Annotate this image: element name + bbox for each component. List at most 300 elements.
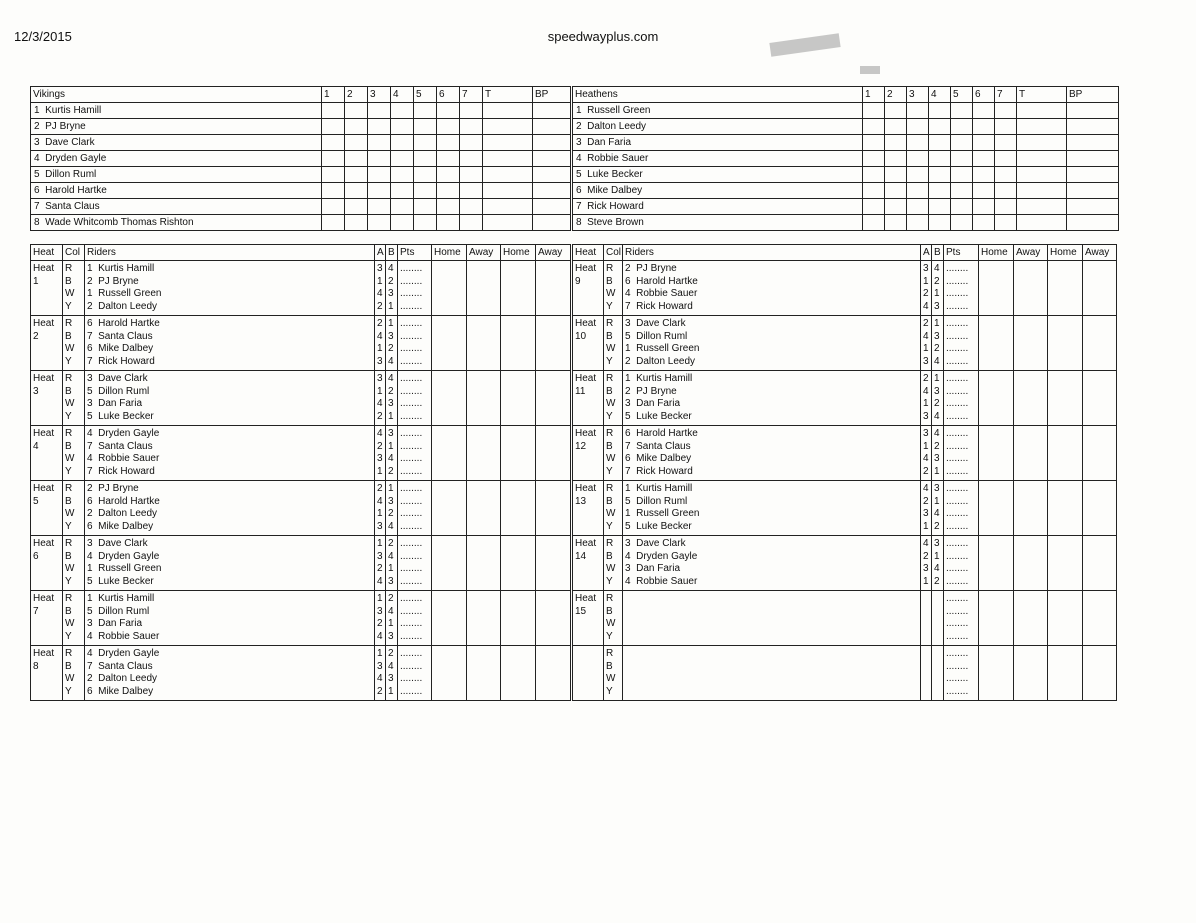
score-cell — [885, 135, 907, 151]
gate-b-value: 1 — [934, 465, 940, 477]
away-score-2 — [1083, 261, 1117, 316]
points-blank: ........ — [946, 373, 969, 384]
heat-col-header-home1: Home — [979, 245, 1014, 261]
home-score-1 — [979, 646, 1014, 701]
heat-label — [31, 316, 63, 371]
heat-number: 3 — [33, 385, 39, 397]
roster-header-row — [573, 87, 1119, 103]
heat-rider: 7 Santa Claus — [87, 440, 153, 452]
away-score-2 — [1083, 536, 1117, 591]
home-score-2 — [501, 481, 536, 536]
score-cell — [907, 103, 929, 119]
heat-word: Heat — [575, 428, 597, 439]
points-blank: ........ — [946, 300, 969, 312]
score-cell — [973, 215, 995, 231]
heat-number: 4 — [33, 440, 39, 452]
gate-b-value: 4 — [934, 428, 940, 439]
score-cell — [973, 199, 995, 215]
rider-entry — [573, 135, 863, 151]
heat-rider: 7 Santa Claus — [87, 330, 153, 342]
score-cell — [533, 167, 571, 183]
score-cell — [1017, 215, 1067, 231]
points-blank: ........ — [946, 618, 969, 630]
gate-colors — [604, 481, 623, 536]
heat-number: 14 — [575, 550, 587, 562]
score-cell — [391, 103, 414, 119]
roster-col-header: T — [1017, 87, 1067, 103]
gate-color: B — [606, 330, 613, 342]
score-cell — [345, 151, 368, 167]
gate-a-value: 4 — [923, 483, 929, 494]
score-cell — [391, 119, 414, 135]
score-cell — [391, 167, 414, 183]
gate-color: B — [606, 660, 613, 672]
score-cell — [460, 103, 483, 119]
points-blank: ........ — [946, 465, 969, 477]
gate-a-value: 4 — [377, 575, 383, 587]
heat-riders — [623, 591, 921, 646]
gate-a-value: 2 — [923, 465, 929, 477]
points-blank: ........ — [946, 398, 969, 410]
heat-rider — [625, 618, 919, 631]
gate-b-value: 3 — [388, 428, 394, 439]
gate-a-value — [923, 593, 930, 606]
points-cell — [398, 426, 432, 481]
score-cell — [391, 215, 414, 231]
heat-block — [573, 481, 1117, 536]
score-cell — [483, 183, 533, 199]
home-score-1 — [979, 591, 1014, 646]
gate-b — [932, 316, 944, 371]
gate-a — [921, 646, 932, 701]
site-name: speedwayplus.com — [547, 29, 659, 44]
gate-b-value: 1 — [388, 318, 394, 329]
score-cell — [368, 151, 391, 167]
heat-rider: 5 Dillon Ruml — [625, 495, 688, 507]
score-cell — [437, 167, 460, 183]
gate-b-value: 3 — [388, 330, 394, 342]
heat-col-header-col: Col — [63, 245, 85, 261]
score-cell — [863, 135, 885, 151]
gate-colors — [604, 261, 623, 316]
heat-word: Heat — [575, 483, 597, 494]
rider-entry — [31, 119, 322, 135]
gate-color: Y — [606, 465, 613, 477]
gate-a-value: 3 — [377, 355, 383, 367]
roster-row — [31, 103, 571, 119]
heat-col-header-riders: Riders — [85, 245, 375, 261]
score-cell — [995, 183, 1017, 199]
gate-b — [386, 481, 398, 536]
heat-word: Heat — [33, 373, 55, 384]
team-name: Heathens — [573, 87, 863, 103]
points-blank: ........ — [946, 318, 969, 329]
heat-rider: 6 Harold Hartke — [87, 318, 160, 329]
score-cell — [1067, 199, 1119, 215]
heat-word: Heat — [575, 593, 597, 604]
score-cell — [414, 119, 437, 135]
heat-rider: 6 Harold Hartke — [625, 428, 698, 439]
points-blank: ........ — [400, 373, 423, 384]
gate-b-value: 2 — [934, 398, 940, 410]
score-cell — [391, 183, 414, 199]
points-blank: ........ — [946, 508, 969, 520]
gate-color: R — [65, 538, 73, 549]
rider-number: 6 — [576, 185, 582, 196]
heat-col-header-b: B — [932, 245, 944, 261]
home-score-1 — [432, 371, 467, 426]
heat-word: Heat — [33, 483, 55, 494]
gate-a-value: 3 — [377, 453, 383, 465]
points-cell — [944, 426, 979, 481]
roster-row — [31, 183, 571, 199]
gate-a-value: 3 — [377, 550, 383, 562]
roster-row — [573, 151, 1119, 167]
heat-number: 1 — [33, 275, 39, 287]
gate-b — [386, 261, 398, 316]
roster-row — [31, 215, 571, 231]
gate-a-value — [923, 686, 930, 699]
gate-a-value: 2 — [923, 318, 929, 329]
gate-colors — [604, 646, 623, 701]
heat-rider: 1 Kurtis Hamill — [87, 263, 155, 274]
points-blank: ........ — [946, 550, 969, 562]
gate-a — [375, 646, 386, 701]
gate-a — [921, 481, 932, 536]
points-blank: ........ — [400, 520, 423, 532]
points-blank: ........ — [400, 575, 423, 587]
roster-row — [573, 119, 1119, 135]
roster-col-header: 7 — [995, 87, 1017, 103]
gate-b-value — [934, 631, 942, 644]
gate-a-value: 1 — [923, 520, 929, 532]
away-score-1 — [1014, 261, 1048, 316]
heat-col-header-away2: Away — [1083, 245, 1117, 261]
home-score-2 — [1048, 316, 1083, 371]
gate-a — [921, 591, 932, 646]
gate-a-value — [923, 618, 930, 631]
score-cell — [885, 103, 907, 119]
points-blank: ........ — [946, 410, 969, 422]
heat-rider: 3 Dan Faria — [625, 398, 681, 410]
heat-riders — [623, 536, 921, 591]
gate-color: R — [65, 483, 73, 494]
heat-rider: 4 Robbie Sauer — [87, 630, 160, 642]
heat-rider: 4 Robbie Sauer — [87, 453, 160, 465]
rider-name: Rick Howard — [587, 201, 644, 212]
score-cell — [973, 103, 995, 119]
home-score-1 — [432, 481, 467, 536]
score-cell — [533, 215, 571, 231]
gate-a-value: 4 — [377, 428, 383, 439]
score-cell — [414, 215, 437, 231]
points-blank: ........ — [400, 550, 423, 562]
away-score-2 — [536, 646, 571, 701]
heat-rider: 7 Rick Howard — [625, 300, 693, 312]
gate-color: W — [606, 563, 616, 575]
heat-col-header-home1: Home — [432, 245, 467, 261]
away-score-2 — [1083, 371, 1117, 426]
home-score-2 — [501, 316, 536, 371]
gate-b-value: 2 — [934, 440, 940, 452]
heat-rider: 4 Dryden Gayle — [87, 428, 160, 439]
gate-a-value: 1 — [923, 275, 929, 287]
gate-b-value: 3 — [934, 538, 940, 549]
heat-block — [573, 646, 1117, 701]
gate-b-value: 4 — [388, 263, 394, 274]
score-cell — [533, 151, 571, 167]
points-blank: ........ — [946, 288, 969, 300]
heat-rider — [625, 606, 919, 619]
gate-a-value: 3 — [377, 605, 383, 617]
score-cell — [995, 119, 1017, 135]
home-score-2 — [1048, 261, 1083, 316]
heat-rider: 2 PJ Bryne — [87, 275, 139, 287]
score-cell — [483, 151, 533, 167]
gate-b-value — [934, 686, 942, 699]
score-cell — [863, 119, 885, 135]
rider-entry — [31, 183, 322, 199]
gate-b-value: 2 — [388, 508, 394, 520]
gate-b-value: 2 — [934, 343, 940, 355]
score-cell — [368, 103, 391, 119]
gate-b-value: 1 — [388, 440, 394, 452]
points-blank: ........ — [400, 508, 423, 520]
gate-b-value: 4 — [388, 373, 394, 384]
points-blank: ........ — [946, 355, 969, 367]
rider-entry — [31, 215, 322, 231]
score-cell — [483, 167, 533, 183]
gate-colors — [604, 316, 623, 371]
away-score-1 — [467, 426, 501, 481]
gate-b-value: 3 — [388, 673, 394, 685]
heat-label — [573, 646, 604, 701]
gate-b — [932, 646, 944, 701]
points-blank: ........ — [946, 563, 969, 575]
gate-color: W — [65, 288, 75, 300]
away-score-2 — [1083, 481, 1117, 536]
heat-rider: 1 Russell Green — [625, 508, 700, 520]
gate-b-value: 1 — [388, 483, 394, 494]
heat-word: Heat — [33, 263, 55, 274]
score-cell — [414, 151, 437, 167]
gate-color: W — [65, 343, 75, 355]
heat-rider: 3 Dave Clark — [87, 538, 148, 549]
rider-name: Dan Faria — [587, 137, 632, 148]
score-cell — [437, 183, 460, 199]
gate-b-value: 4 — [388, 520, 394, 532]
heat-block — [31, 536, 571, 591]
gate-a-value: 3 — [923, 563, 929, 575]
gate-a-value: 2 — [377, 318, 383, 329]
gate-b — [932, 591, 944, 646]
heat-riders — [623, 481, 921, 536]
gate-b-value: 1 — [388, 563, 394, 575]
roster-col-header: 6 — [437, 87, 460, 103]
heat-riders — [623, 646, 921, 701]
roster-col-header: BP — [1067, 87, 1119, 103]
home-score-1 — [979, 536, 1014, 591]
score-cell — [322, 215, 345, 231]
score-cell — [951, 199, 973, 215]
heat-rider: 7 Santa Claus — [625, 440, 691, 452]
score-cell — [437, 199, 460, 215]
gate-color: R — [65, 428, 73, 439]
gate-a-value: 4 — [923, 330, 929, 342]
gate-color: B — [606, 440, 613, 452]
score-cell — [1067, 119, 1119, 135]
gate-b-value: 3 — [388, 630, 394, 642]
score-cell — [951, 103, 973, 119]
score-cell — [483, 103, 533, 119]
points-cell — [944, 371, 979, 426]
score-cell — [1017, 119, 1067, 135]
score-cell — [1017, 103, 1067, 119]
score-cell — [345, 103, 368, 119]
points-blank: ........ — [946, 483, 969, 494]
heat-label — [31, 481, 63, 536]
points-cell — [398, 261, 432, 316]
gate-a — [921, 316, 932, 371]
points-blank: ........ — [946, 385, 969, 397]
gate-a-value: 4 — [377, 495, 383, 507]
away-score-1 — [1014, 371, 1048, 426]
gate-color: Y — [606, 355, 613, 367]
roster-col-header: 5 — [414, 87, 437, 103]
score-cell — [995, 103, 1017, 119]
points-blank: ........ — [400, 318, 423, 329]
gate-color: R — [606, 483, 614, 494]
roster-col-header: T — [483, 87, 533, 103]
points-blank: ........ — [400, 275, 423, 287]
score-cell — [929, 103, 951, 119]
gate-b-value: 1 — [934, 288, 940, 300]
score-cell — [483, 215, 533, 231]
points-blank: ........ — [400, 355, 423, 367]
gate-color: R — [65, 318, 73, 329]
team-name: Vikings — [31, 87, 322, 103]
roster-row — [573, 199, 1119, 215]
heat-number: 10 — [575, 330, 587, 342]
score-cell — [1017, 199, 1067, 215]
heat-rider: 5 Dillon Ruml — [87, 385, 150, 397]
home-score-1 — [432, 261, 467, 316]
score-cell — [533, 199, 571, 215]
heat-riders — [85, 646, 375, 701]
heat-rider: 2 Dalton Leedy — [87, 673, 158, 685]
heat-col-header-home2: Home — [1048, 245, 1083, 261]
gate-a-value — [923, 648, 930, 661]
gate-a-value: 3 — [923, 508, 929, 520]
points-blank: ........ — [400, 593, 423, 604]
gate-colors — [63, 316, 85, 371]
away-score-1 — [1014, 536, 1048, 591]
away-score-2 — [536, 426, 571, 481]
gate-color: Y — [65, 630, 72, 642]
points-cell — [944, 646, 979, 701]
heat-riders — [623, 261, 921, 316]
score-cell — [533, 103, 571, 119]
gate-a — [375, 316, 386, 371]
score-cell — [533, 119, 571, 135]
heat-word: Heat — [33, 648, 55, 659]
home-score-1 — [979, 481, 1014, 536]
points-blank: ........ — [400, 673, 423, 685]
heat-word: Heat — [575, 373, 597, 384]
gate-b-value: 2 — [388, 593, 394, 604]
gate-b-value: 4 — [934, 263, 940, 274]
gate-a-value: 3 — [377, 373, 383, 384]
score-cell — [1067, 167, 1119, 183]
heat-rider: 1 Russell Green — [87, 288, 162, 300]
gate-b-value: 4 — [388, 453, 394, 465]
points-cell — [944, 536, 979, 591]
gate-b-value: 4 — [388, 660, 394, 672]
score-cell — [951, 135, 973, 151]
rider-number: 7 — [576, 201, 582, 212]
home-score-2 — [1048, 481, 1083, 536]
gate-b — [932, 261, 944, 316]
gate-a-value: 1 — [923, 440, 929, 452]
heat-rider: 2 PJ Bryne — [87, 483, 139, 494]
gate-b-value: 3 — [934, 330, 940, 342]
gate-color: Y — [606, 520, 613, 532]
score-cell — [414, 167, 437, 183]
points-blank: ........ — [400, 465, 423, 477]
points-blank: ........ — [946, 648, 969, 659]
heat-rider: 2 Dalton Leedy — [87, 300, 158, 312]
gate-a-value: 4 — [923, 385, 929, 397]
roster-col-header: 5 — [951, 87, 973, 103]
score-cell — [929, 215, 951, 231]
score-cell — [1067, 183, 1119, 199]
gate-b-value: 3 — [388, 575, 394, 587]
gate-color: B — [65, 385, 72, 397]
gate-b-value: 2 — [388, 538, 394, 549]
heat-riders — [85, 591, 375, 646]
roster-table-home — [30, 86, 571, 231]
home-score-2 — [501, 426, 536, 481]
gate-a-value: 1 — [377, 593, 383, 604]
gate-a-value — [923, 631, 930, 644]
points-blank: ........ — [946, 275, 969, 287]
score-cell — [368, 183, 391, 199]
gate-a-value: 1 — [377, 385, 383, 397]
heat-rider: 2 Dalton Leedy — [87, 508, 158, 520]
score-cell — [322, 103, 345, 119]
points-blank: ........ — [400, 410, 423, 422]
points-blank: ........ — [946, 538, 969, 549]
score-cell — [907, 135, 929, 151]
score-cell — [1017, 167, 1067, 183]
away-score-1 — [467, 371, 501, 426]
heat-number: 9 — [575, 275, 581, 287]
points-blank: ........ — [946, 575, 969, 587]
gate-color: R — [606, 538, 614, 549]
home-score-1 — [432, 536, 467, 591]
heat-rider: 4 Robbie Sauer — [625, 288, 698, 300]
gate-color: W — [606, 398, 616, 410]
points-blank: ........ — [400, 300, 423, 312]
gate-b-value — [934, 648, 942, 661]
points-blank: ........ — [946, 673, 969, 685]
gate-color: R — [65, 373, 73, 384]
score-cell — [437, 215, 460, 231]
gate-b — [932, 481, 944, 536]
gate-colors — [63, 591, 85, 646]
home-score-1 — [432, 316, 467, 371]
gate-color: R — [65, 648, 73, 659]
